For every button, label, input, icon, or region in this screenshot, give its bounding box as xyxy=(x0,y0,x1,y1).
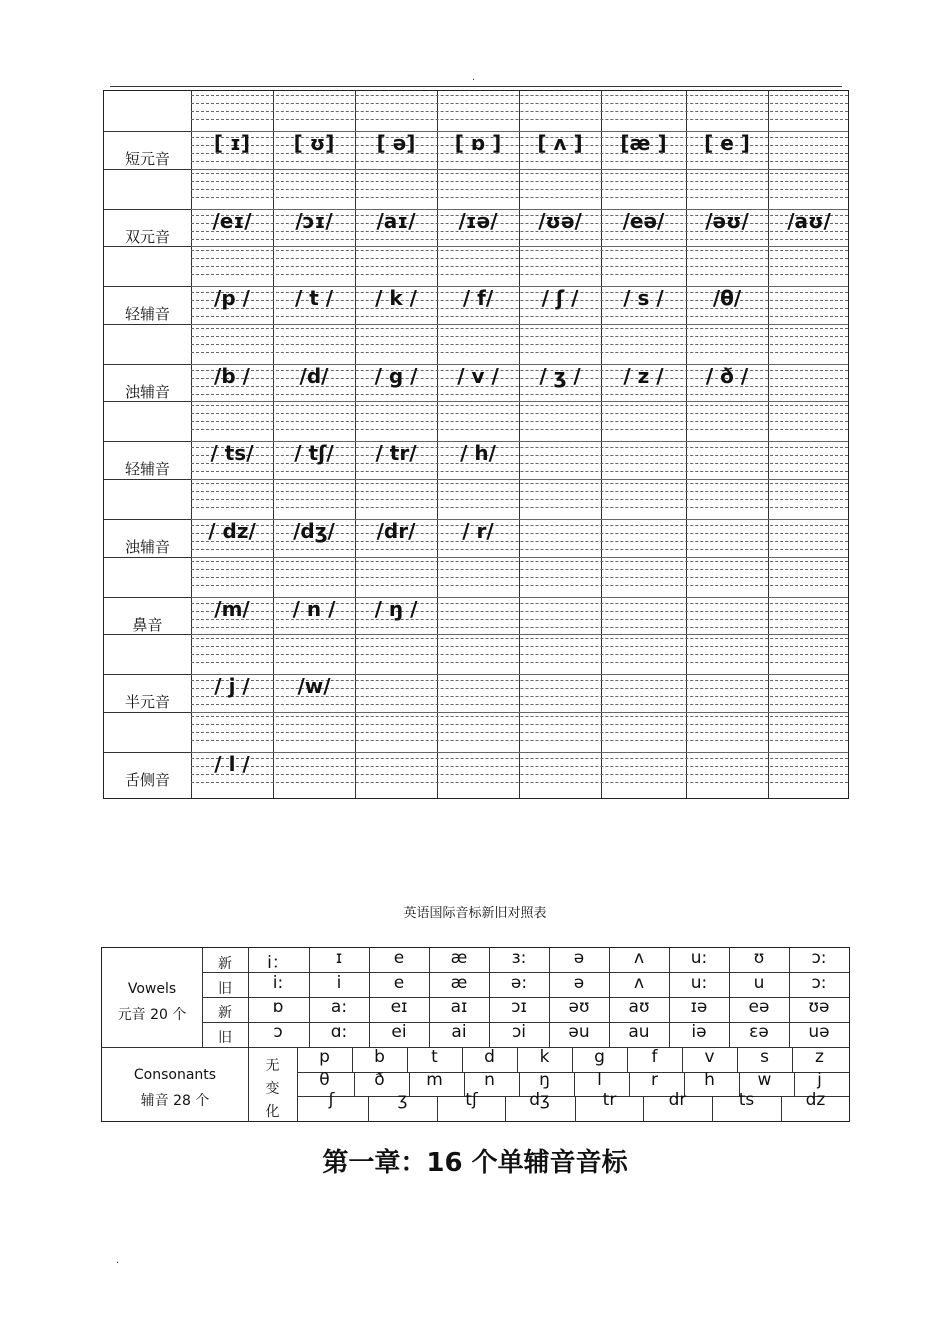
writing-lines xyxy=(191,324,848,402)
vowel-cell: əʊ xyxy=(568,997,590,1018)
vowel-cell: aʊ xyxy=(628,997,650,1018)
dashed-line xyxy=(191,774,848,775)
dashed-line xyxy=(191,405,848,406)
solid-line xyxy=(191,557,848,558)
phonetic-symbol: / ʒ / xyxy=(539,363,581,388)
phonetic-symbol: / f/ xyxy=(462,286,494,311)
phonetic-symbol: / g / xyxy=(374,363,418,388)
dashed-line xyxy=(191,758,848,759)
chapter-title: 第一章：16 个单辅音音标 xyxy=(322,1148,628,1178)
consonants-label: Consonants xyxy=(133,1067,217,1083)
vowel-cell: ə xyxy=(573,972,585,993)
vowel-cell: ə xyxy=(573,948,585,968)
dashed-line xyxy=(191,585,848,586)
phonetic-symbol: /dʒ/ xyxy=(293,519,335,543)
consonant-cell: l xyxy=(597,1070,602,1090)
vowel-cell: ʊə xyxy=(808,997,830,1018)
solid-line xyxy=(191,712,848,713)
phonetic-symbol: / l / xyxy=(214,751,250,776)
solid-line xyxy=(191,752,848,753)
vowel-cell: ɪə xyxy=(690,997,708,1018)
vowel-cell: ɔ xyxy=(273,1022,283,1043)
vowel-cell: eɪ xyxy=(390,997,408,1018)
grid-row-line xyxy=(104,557,191,558)
consonant-cell: ts xyxy=(738,1090,755,1110)
phonetic-symbol: / dz/ xyxy=(208,519,256,543)
consonant-cell: dr xyxy=(668,1090,687,1110)
phonetic-symbol: /aʊ/ xyxy=(787,208,831,233)
dashed-line xyxy=(191,119,848,120)
dashed-line xyxy=(191,250,848,251)
dashed-line xyxy=(191,189,848,190)
unchanged-label: 变 xyxy=(265,1081,280,1097)
row-label: 轻辅音 xyxy=(124,460,170,479)
row-tag: 新 xyxy=(218,1005,232,1022)
grid-row-line xyxy=(104,324,191,325)
writing-lines xyxy=(191,169,848,247)
consonant-cell: t xyxy=(431,1047,438,1067)
dashed-line xyxy=(191,782,848,783)
phonetic-symbol: [ ə] xyxy=(376,131,416,155)
dashed-line xyxy=(191,646,848,647)
consonants-count-label: 辅音 28 个 xyxy=(140,1093,210,1109)
phonetic-symbol: /eə/ xyxy=(622,208,665,233)
consonant-cell: ʃ xyxy=(328,1090,335,1110)
dashed-line xyxy=(191,732,848,733)
dashed-line xyxy=(191,569,848,570)
grid-row-line xyxy=(104,286,191,287)
vowel-cell: ʊ xyxy=(753,948,765,968)
grid-row-line xyxy=(104,169,191,170)
vowel-cell: uə xyxy=(808,1022,830,1043)
row-label: 轻辅音 xyxy=(124,305,170,324)
grid-row-line xyxy=(104,209,191,210)
grid-row-line xyxy=(104,441,191,442)
vowel-cell: æ xyxy=(450,948,468,968)
grid-row-line xyxy=(104,519,191,520)
dashed-line xyxy=(191,766,848,767)
phonetic-symbol: / j / xyxy=(214,674,250,699)
dashed-line xyxy=(191,316,848,317)
dashed-line xyxy=(191,491,848,492)
row-label: 浊辅音 xyxy=(124,382,170,401)
consonant-cell: k xyxy=(539,1047,550,1067)
dashed-line xyxy=(191,258,848,259)
phonetic-symbol: /b / xyxy=(214,363,250,388)
grid-row-line xyxy=(104,634,191,635)
vowels-label: Vowels xyxy=(127,981,177,997)
grid-row-line xyxy=(104,401,191,402)
dashed-line xyxy=(191,394,848,395)
solid-line xyxy=(191,246,848,247)
consonant-cell: z xyxy=(815,1047,824,1067)
phonetic-symbol: /d/ xyxy=(299,363,329,388)
consonant-cell: tr xyxy=(602,1090,617,1110)
vowel-cell: u: xyxy=(690,972,708,993)
dashed-line xyxy=(191,471,848,472)
vowel-cell: ɔi xyxy=(511,1022,527,1043)
dashed-line xyxy=(191,704,848,705)
row-tag: 旧 xyxy=(218,980,232,997)
consonant-cell: ð xyxy=(374,1070,385,1090)
header-rule xyxy=(110,86,842,87)
solid-line xyxy=(191,324,848,325)
solid-line xyxy=(191,634,848,635)
consonant-cell: h xyxy=(704,1070,715,1090)
row-label: 短元音 xyxy=(124,150,170,168)
vowel-cell: ɔɪ xyxy=(511,997,527,1018)
grid-row-line xyxy=(104,364,191,365)
phonetic-symbol: /ɔɪ/ xyxy=(295,208,333,233)
phonetic-symbol: / z / xyxy=(623,363,664,388)
dashed-line xyxy=(191,197,848,198)
phonetic-symbol: /dr/ xyxy=(376,519,416,543)
phonetic-symbol: / tʃ/ xyxy=(294,441,334,466)
unchanged-label: 化 xyxy=(265,1104,280,1120)
writing-lines xyxy=(191,479,848,557)
dashed-line xyxy=(191,266,848,267)
grid-row-line xyxy=(104,752,191,753)
phonetic-symbol: / s / xyxy=(623,286,664,311)
consonant-cell: r xyxy=(651,1070,658,1090)
vowel-cell: iə xyxy=(691,1022,707,1043)
dashed-line xyxy=(191,344,848,345)
consonant-cell: p xyxy=(319,1047,330,1067)
consonant-cell: ʒ xyxy=(397,1090,408,1110)
consonant-cell: dz xyxy=(805,1090,826,1110)
consonant-cell: j xyxy=(817,1070,822,1090)
grid-row-line xyxy=(104,597,191,598)
row-label: 双元音 xyxy=(124,227,170,246)
vowel-cell: ɔ: xyxy=(811,972,827,993)
vowel-cell: eə xyxy=(748,997,770,1018)
vowel-cell: e xyxy=(393,972,405,993)
vowel-cell: ɛə xyxy=(749,1022,769,1043)
vowels-count-label: 元音 20 个 xyxy=(117,1007,187,1023)
phonetic-symbol: /eɪ/ xyxy=(212,208,252,233)
vowel-cell: u: xyxy=(690,948,708,968)
grid-row-line xyxy=(104,674,191,675)
phonetic-symbol: / v / xyxy=(457,363,499,388)
solid-line xyxy=(191,479,848,480)
comparison-table xyxy=(101,947,850,1122)
practice-grid xyxy=(103,90,849,799)
row-label: 鼻音 xyxy=(132,615,163,634)
dashed-line xyxy=(191,627,848,628)
phonetic-symbol: /p / xyxy=(214,286,250,311)
row-tag: 旧 xyxy=(218,1030,232,1047)
phonetic-symbol: / ʃ / xyxy=(541,286,579,311)
vowel-cell: ɔ: xyxy=(811,948,827,968)
consonant-cell: d xyxy=(484,1047,495,1067)
dashed-line xyxy=(191,429,848,430)
dashed-line xyxy=(191,95,848,96)
phonetic-symbol: /w/ xyxy=(297,674,331,699)
phonetic-symbol: [æ ] xyxy=(620,131,667,155)
phonetic-symbol: /əʊ/ xyxy=(705,208,749,233)
dashed-line xyxy=(191,173,848,174)
consonant-cell: v xyxy=(704,1047,715,1067)
phonetic-symbol: / n / xyxy=(292,596,336,621)
consonant-cell: dʒ xyxy=(529,1090,550,1110)
row-label: 半元音 xyxy=(124,693,170,712)
dashed-line xyxy=(191,716,848,717)
phonetic-symbol: [ e ] xyxy=(704,131,750,155)
dashed-line xyxy=(191,577,848,578)
consonant-cell: m xyxy=(426,1070,443,1090)
vowel-cell: ʌ xyxy=(633,972,645,993)
phonetic-symbol: /ʊə/ xyxy=(538,208,582,233)
vowel-cell: ə: xyxy=(510,972,528,993)
dashed-line xyxy=(191,181,848,182)
vowel-cell: ɒ xyxy=(272,997,284,1018)
vowel-cell: ʌ xyxy=(633,948,645,968)
dashed-line xyxy=(191,740,848,741)
phonetic-symbol: /θ/ xyxy=(712,286,742,311)
dashed-line xyxy=(191,111,848,112)
vowel-cell: ɑ: xyxy=(330,1022,348,1043)
footer-mark: . xyxy=(116,1255,120,1266)
dashed-line xyxy=(191,483,848,484)
writing-lines xyxy=(191,91,848,169)
vowel-cell: aɪ xyxy=(450,997,468,1018)
header-mark: . xyxy=(472,72,476,83)
grid-row-line xyxy=(104,479,191,480)
dashed-line xyxy=(191,413,848,414)
dashed-line xyxy=(191,507,848,508)
phonetic-symbol: / ð / xyxy=(705,363,749,388)
consonant-cell: ŋ xyxy=(539,1070,550,1090)
phonetic-symbol: / h/ xyxy=(460,441,496,466)
vowel-cell: au xyxy=(628,1022,650,1043)
writing-lines xyxy=(191,401,848,479)
dashed-line xyxy=(191,549,848,550)
dashed-line xyxy=(191,336,848,337)
dashed-line xyxy=(191,662,848,663)
vowel-cell: ai xyxy=(451,1022,467,1043)
solid-line xyxy=(191,401,848,402)
writing-lines xyxy=(191,246,848,324)
vowel-cell: æ xyxy=(450,972,468,993)
dashed-line xyxy=(191,239,848,240)
dashed-line xyxy=(191,103,848,104)
phonetic-symbol: / ts/ xyxy=(210,441,254,466)
vowel-cell: u xyxy=(753,972,765,993)
phonetic-symbol: / t / xyxy=(294,286,334,311)
phonetic-symbol: [ ʌ ] xyxy=(537,131,583,155)
phonetic-symbol: [ ɪ] xyxy=(213,131,251,155)
phonetic-symbol: / ŋ / xyxy=(374,596,418,621)
row-tag: 新 xyxy=(218,956,232,972)
dashed-line xyxy=(191,561,848,562)
writing-lines xyxy=(191,712,848,790)
vowel-cell: əu xyxy=(568,1022,590,1043)
phonetic-symbol: / r/ xyxy=(462,519,494,543)
consonant-cell: g xyxy=(594,1047,605,1067)
vowel-cell: i xyxy=(336,972,342,993)
vowel-cell: e xyxy=(393,948,405,968)
vowel-cell: ɜ: xyxy=(511,948,527,968)
grid-row-line xyxy=(104,246,191,247)
dashed-line xyxy=(191,352,848,353)
dashed-line xyxy=(191,328,848,329)
phonetic-symbol: /aɪ/ xyxy=(376,208,416,233)
phonetic-symbol: [ ɒ ] xyxy=(454,131,502,155)
vowel-cell: a: xyxy=(330,997,348,1018)
vowel-cell: ei xyxy=(391,1022,407,1043)
consonant-cell: n xyxy=(484,1070,495,1090)
dashed-line xyxy=(191,638,848,639)
consonant-cell: θ xyxy=(319,1070,330,1090)
grid-row-line xyxy=(104,712,191,713)
consonant-cell: f xyxy=(651,1047,658,1067)
dashed-line xyxy=(191,274,848,275)
row-label: 舌侧音 xyxy=(124,770,170,789)
dashed-line xyxy=(191,724,848,725)
phonetic-symbol: /ɪə/ xyxy=(458,208,498,233)
writing-lines xyxy=(191,557,848,635)
phonetic-symbol: [ ʊ] xyxy=(293,131,335,155)
consonant-cell: w xyxy=(757,1070,772,1090)
solid-line xyxy=(191,169,848,170)
vowel-cell: i： xyxy=(267,953,289,973)
phonetic-symbol: /m/ xyxy=(214,596,250,621)
vowel-cell: i: xyxy=(272,972,284,993)
unchanged-label: 无 xyxy=(265,1058,280,1074)
grid-row-line xyxy=(104,131,191,132)
vowel-cell: ɪ xyxy=(335,948,343,968)
dashed-line xyxy=(191,499,848,500)
phonetic-symbol: / k / xyxy=(375,286,417,311)
row-label: 浊辅音 xyxy=(124,538,170,556)
consonant-cell: tʃ xyxy=(465,1090,478,1110)
dashed-line xyxy=(191,161,848,162)
dashed-line xyxy=(191,654,848,655)
comparison-title: 英语国际音标新旧对照表 xyxy=(403,906,547,921)
dashed-line xyxy=(191,421,848,422)
phonetic-symbol: / tr/ xyxy=(375,441,417,466)
consonant-cell: b xyxy=(374,1047,385,1067)
writing-lines xyxy=(191,634,848,712)
consonant-cell: s xyxy=(760,1047,769,1067)
